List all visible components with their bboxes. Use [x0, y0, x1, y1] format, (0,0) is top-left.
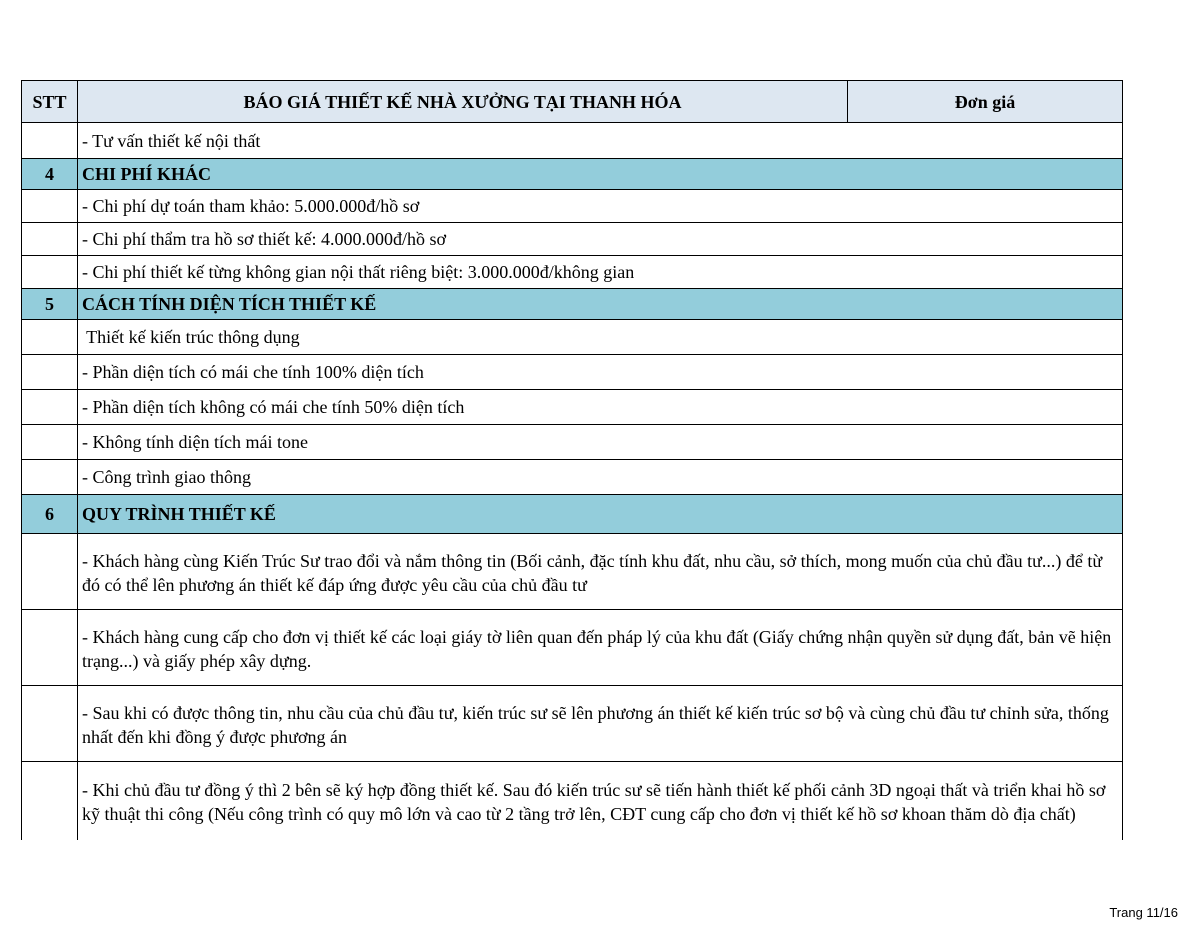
row-stt [22, 355, 78, 390]
row-text: - Công trình giao thông [78, 460, 1123, 495]
section-number: 6 [22, 495, 78, 534]
row-text: - Khách hàng cùng Kiến Trúc Sư trao đổi và nắm thông tin (Bối cảnh, đặc tính khu đất, nhu cầu, sở thích, mong muốn của chủ đầu tư...) để từ đó có thể lên phương án thiết kế đáp ứng được yêu cầu của chủ đầu tư [78, 534, 1123, 610]
row-stt [22, 460, 78, 495]
row-stt [22, 610, 78, 686]
table-row [22, 256, 1123, 289]
header-price: Đơn giá [848, 81, 1123, 123]
section-row [22, 159, 1123, 190]
row-text: - Chi phí dự toán tham khảo: 5.000.000đ/hồ sơ [78, 190, 1123, 223]
section-title: QUY TRÌNH THIẾT KẾ [78, 495, 1123, 534]
row-stt [22, 223, 78, 256]
row-stt [22, 390, 78, 425]
table-row [22, 355, 1123, 390]
table-row [22, 686, 1123, 762]
table-row [22, 223, 1123, 256]
row-stt [22, 686, 78, 762]
row-text: - Sau khi có được thông tin, nhu cầu của chủ đầu tư, kiến trúc sư sẽ lên phương án thiết kế kiến trúc sơ bộ và cùng chủ đầu tư chỉnh sửa, thống nhất đến khi đồng ý được phương án [78, 686, 1123, 762]
table-row [22, 320, 1123, 355]
row-text: - Phần diện tích có mái che tính 100% diện tích [78, 355, 1123, 390]
row-text: - Tư vấn thiết kế nội thất [78, 123, 1123, 159]
row-stt [22, 256, 78, 289]
row-stt [22, 425, 78, 460]
row-stt [22, 190, 78, 223]
quote-table [21, 80, 1123, 840]
row-text: - Chi phí thiết kế từng không gian nội thất riêng biệt: 3.000.000đ/không gian [78, 256, 1123, 289]
table-row [22, 425, 1123, 460]
row-text: - Chi phí thẩm tra hồ sơ thiết kế: 4.000.000đ/hồ sơ [78, 223, 1123, 256]
section-number: 5 [22, 289, 78, 320]
table-row [22, 390, 1123, 425]
row-stt [22, 534, 78, 610]
table-row [22, 534, 1123, 610]
header-stt: STT [22, 81, 78, 123]
header-title: BÁO GIÁ THIẾT KẾ NHÀ XƯỞNG TẠI THANH HÓA [78, 81, 848, 123]
row-stt [22, 123, 78, 159]
row-text: Thiết kế kiến trúc thông dụng [78, 320, 1123, 355]
page-number: Trang 11/16 [1109, 905, 1178, 920]
row-text: - Khách hàng cung cấp cho đơn vị thiết kế các loại giáy tờ liên quan đến pháp lý của khu đất (Giấy chứng nhận quyền sử dụng đất, bản vẽ hiện trạng...) và giấy phép xây dựng. [78, 610, 1123, 686]
section-number: 4 [22, 159, 78, 190]
header-row [22, 81, 1123, 123]
row-text: - Phần diện tích không có mái che tính 50% diện tích [78, 390, 1123, 425]
section-title: CÁCH TÍNH DIỆN TÍCH THIẾT KẾ [78, 289, 1123, 320]
section-title: CHI PHÍ KHÁC [78, 159, 1123, 190]
section-row [22, 495, 1123, 534]
table-row [22, 610, 1123, 686]
table-row [22, 123, 1123, 159]
table-row [22, 190, 1123, 223]
table-row [22, 460, 1123, 495]
row-text: - Khi chủ đầu tư đồng ý thì 2 bên sẽ ký hợp đồng thiết kế. Sau đó kiến trúc sư sẽ tiến hành thiết kế phối cảnh 3D ngoại thất và triển khai hồ sơ kỹ thuật thi công (Nếu công trình có quy mô lớn và cao từ 2 tầng trở lên, CĐT cung cấp cho đơn vị thiết kế hồ sơ khoan thăm dò địa chất) [78, 762, 1123, 840]
row-stt [22, 762, 78, 840]
row-text: - Không tính diện tích mái tone [78, 425, 1123, 460]
table-row [22, 762, 1123, 840]
row-stt [22, 320, 78, 355]
section-row [22, 289, 1123, 320]
